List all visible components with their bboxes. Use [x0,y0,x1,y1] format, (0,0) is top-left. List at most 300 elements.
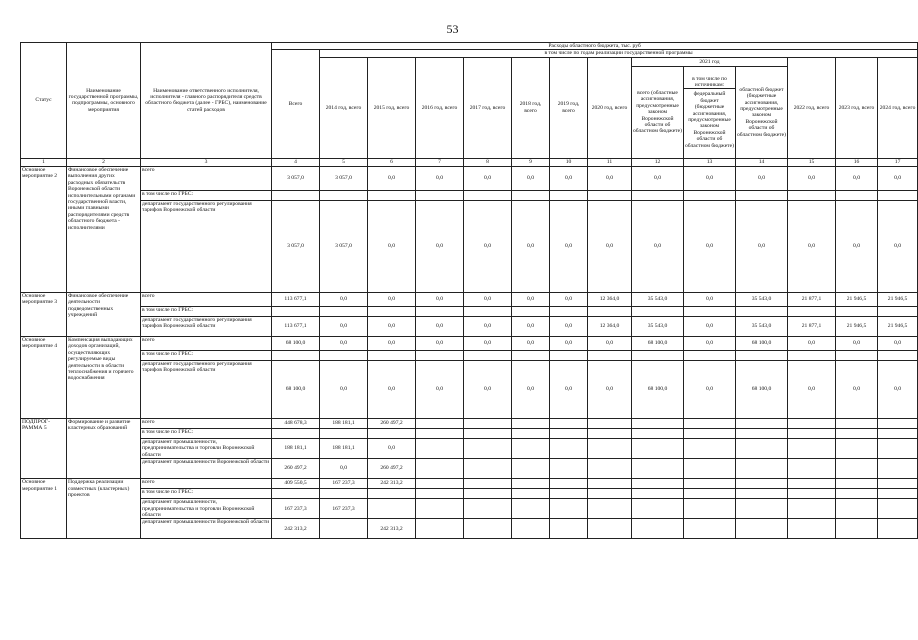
row-value [512,190,550,200]
row-value: 0,0 [320,459,368,479]
row-value: 0,0 [550,360,588,418]
row-value [736,479,788,489]
row-value: 242 313,2 [272,519,320,539]
row-value [416,350,464,360]
header-2019: 2019 год, всего [550,57,588,158]
column-number: 6 [368,158,416,166]
row-value: 0,0 [512,316,550,336]
row-value: 0,0 [788,360,836,418]
row-value [736,489,788,499]
row-value [878,428,918,438]
row-value [788,428,836,438]
row-value: 0,0 [368,336,416,350]
row-value: 68 100,0 [632,360,684,418]
row-value: 260 497,2 [368,459,416,479]
row-value [320,350,368,360]
row-value: 0,0 [464,360,512,418]
row-executor-label: департамент промышленности, предпринимательства и торговли Воронежской области [141,438,272,458]
page-number: 53 [446,22,459,36]
row-value [368,306,416,316]
header-status: Статус [21,43,67,159]
row-executor-label: всего [141,479,272,489]
row-value [512,350,550,360]
row-value [320,306,368,316]
row-value [550,519,588,539]
row-value [836,479,878,489]
row-value: 167 237,3 [320,479,368,489]
header-2018: 2018 год, всего [512,57,550,158]
header-program-name: Наименование государственной программы, подпрограммы, основного мероприятия [67,43,141,159]
row-value: 0,0 [588,360,632,418]
row-value: 242 313,2 [368,519,416,539]
row-value: 3 057,0 [272,200,320,292]
row-value [684,190,736,200]
row-value [736,418,788,428]
row-value [588,190,632,200]
row-value [588,519,632,539]
row-value: 448 678,3 [272,418,320,428]
row-value [588,438,632,458]
row-program-name: Финансовое обеспечение деятельности подведомственных учреждений [67,292,141,336]
row-value [632,499,684,519]
row-value [878,350,918,360]
row-value [736,306,788,316]
row-value [836,418,878,428]
row-value [836,190,878,200]
row-value [416,519,464,539]
column-numbers-row [21,158,918,166]
row-value [788,306,836,316]
row-value [878,499,918,519]
row-value [512,306,550,316]
table-row [21,336,918,350]
row-value: 0,0 [416,336,464,350]
row-value: 0,0 [512,292,550,306]
row-value [684,350,736,360]
row-value [632,350,684,360]
row-value [836,350,878,360]
row-value: 0,0 [736,166,788,190]
row-value [788,489,836,499]
row-value [550,459,588,479]
column-number: 9 [512,158,550,166]
row-value: 0,0 [878,166,918,190]
column-number: 1 [21,158,67,166]
row-value: 21 877,1 [788,316,836,336]
row-value [788,459,836,479]
row-program-name: Поддержка реализации совместных (кластерных) проектов [67,479,141,539]
row-value [272,350,320,360]
row-value: 188 181,1 [272,438,320,458]
row-value [632,190,684,200]
table-row [21,360,918,418]
column-number: 17 [878,158,918,166]
table-row [21,418,918,428]
table-row [21,166,918,190]
row-value: 242 313,2 [368,479,416,489]
row-value [836,428,878,438]
header-2020: 2020 год, всего [588,57,632,158]
row-value [632,438,684,458]
row-value: 0,0 [588,336,632,350]
row-value: 260 497,2 [272,459,320,479]
row-value: 167 237,3 [320,499,368,519]
row-value: 0,0 [416,292,464,306]
row-value: 0,0 [684,166,736,190]
row-value [464,489,512,499]
table-row [21,519,918,539]
row-value [836,519,878,539]
row-value [788,190,836,200]
row-value [588,499,632,519]
row-value: 0,0 [416,316,464,336]
column-number: 7 [416,158,464,166]
column-number: 13 [684,158,736,166]
row-value: 0,0 [684,292,736,306]
budget-table [20,42,918,539]
row-value [736,350,788,360]
column-number: 15 [788,158,836,166]
row-value: 12 364,0 [588,292,632,306]
row-value: 0,0 [550,200,588,292]
header-executor: Наименование ответственного исполнителя, исполнителя - главного распорядителя средств областного бюджета (далее - ГРБС), наименование статей расходов [141,43,272,159]
row-value [550,479,588,489]
row-value: 0,0 [512,166,550,190]
row-value: 260 497,2 [368,418,416,428]
row-value: 0,0 [788,200,836,292]
row-value [736,428,788,438]
row-value [416,459,464,479]
row-value: 0,0 [464,336,512,350]
table-row [21,489,918,499]
row-value [550,438,588,458]
row-value [736,190,788,200]
row-value [588,459,632,479]
row-value: 21 946,5 [836,292,878,306]
row-executor-label: в том числе по ГРБС: [141,489,272,499]
row-value: 0,0 [368,292,416,306]
row-value [368,489,416,499]
row-executor-label: в том числе по ГРБС: [141,306,272,316]
column-number: 12 [632,158,684,166]
row-value: 0,0 [836,336,878,350]
row-value: 0,0 [836,200,878,292]
row-value: 68 100,0 [632,336,684,350]
row-value [512,459,550,479]
row-value: 0,0 [512,200,550,292]
row-value: 0,0 [588,166,632,190]
row-value [684,306,736,316]
row-value: 3 057,0 [272,166,320,190]
header-2022: 2022 год, всего [788,57,836,158]
row-executor-label: в том числе по ГРБС: [141,428,272,438]
row-value [588,428,632,438]
header-regional: областной бюджет (бюджетные ассигнования, предусмотренные законом Воронежской области об областном бюджете) [736,66,788,158]
row-value [464,306,512,316]
header-2015: 2015 год, всего [368,57,416,158]
row-executor-label: департамент государственного регулирования тарифов Воронежской области [141,200,272,292]
row-value [788,479,836,489]
row-value: 21 946,5 [878,316,918,336]
row-value [684,489,736,499]
row-value [464,459,512,479]
row-value [878,438,918,458]
row-value [878,418,918,428]
table-row [21,190,918,200]
row-value [512,489,550,499]
table-row [21,316,918,336]
row-value [512,418,550,428]
row-value: 0,0 [836,166,878,190]
row-value [632,519,684,539]
table-row [21,499,918,519]
row-value [368,350,416,360]
row-value [736,459,788,479]
row-value: 0,0 [550,292,588,306]
row-value: 0,0 [684,336,736,350]
row-executor-label: всего [141,336,272,350]
row-value [416,499,464,519]
row-value: 35 543,0 [736,316,788,336]
column-number: 14 [736,158,788,166]
row-value: 21 877,1 [788,292,836,306]
column-number: 11 [588,158,632,166]
row-value [878,489,918,499]
row-value: 0,0 [320,360,368,418]
row-value [684,479,736,489]
row-value [368,499,416,519]
row-status: Основное мероприятие 3 [21,292,67,336]
row-value [464,438,512,458]
row-value: 0,0 [684,200,736,292]
row-value: 0,0 [464,200,512,292]
row-value: 0,0 [368,316,416,336]
row-value: 21 946,5 [878,292,918,306]
row-executor-label: всего [141,418,272,428]
table-row [21,459,918,479]
row-value [788,438,836,458]
row-value: 0,0 [550,316,588,336]
row-value [464,499,512,519]
row-value: 3 057,0 [320,200,368,292]
column-number: 16 [836,158,878,166]
row-value [368,190,416,200]
row-value: 167 237,3 [272,499,320,519]
row-value [512,499,550,519]
row-executor-label: департамент промышленности Воронежской области [141,459,272,479]
row-value: 188 181,1 [320,438,368,458]
row-value: 0,0 [788,336,836,350]
row-value: 0,0 [464,292,512,306]
row-program-name: Компенсация выпадающих доходов организаций, осуществляющих регулируемые виды деятельности в области теплоснабжения и горячего водоснабжения [67,336,141,418]
row-value [550,428,588,438]
row-value [588,479,632,489]
header-2014: 2014 год, всего [320,57,368,158]
table-row [21,292,918,306]
row-value: 0,0 [464,316,512,336]
row-status: ПОДПРОГ-РАММА 5 [21,418,67,478]
row-value: 0,0 [320,316,368,336]
row-value: 35 543,0 [736,292,788,306]
row-value [512,428,550,438]
row-value: 0,0 [368,166,416,190]
row-program-name: Формирование и развитие кластерных образований [67,418,141,478]
row-value [632,418,684,428]
row-value: 0,0 [588,200,632,292]
row-value: 0,0 [878,200,918,292]
row-value: 0,0 [368,200,416,292]
row-value: 35 543,0 [632,316,684,336]
row-value [588,350,632,360]
table-row [21,306,918,316]
row-executor-label: всего [141,166,272,190]
row-value [416,489,464,499]
row-value: 188 181,1 [320,418,368,428]
row-value [632,428,684,438]
row-value [464,190,512,200]
row-value: 68 100,0 [736,360,788,418]
row-value [736,438,788,458]
row-status: Основное мероприятие 2 [21,166,67,292]
row-value [878,479,918,489]
row-value: 68 100,0 [272,360,320,418]
table-row [21,428,918,438]
row-executor-label: департамент государственного регулирования тарифов Воронежской области [141,316,272,336]
row-value [788,519,836,539]
row-value [416,418,464,428]
row-program-name: Финансовое обеспечение выполнения других расходных обязательств Воронежской области исполнительными органами государственной власти, иными главными распорядителями средств областного бюджета - исполнителями [67,166,141,292]
row-value [464,418,512,428]
row-status: Основное мероприятие 4 [21,336,67,418]
row-value: 0,0 [320,336,368,350]
row-value [684,428,736,438]
row-value [464,350,512,360]
row-value [550,499,588,519]
row-value [736,519,788,539]
column-number: 4 [272,158,320,166]
row-value [684,519,736,539]
table-row [21,350,918,360]
row-value: 12 364,0 [588,316,632,336]
row-value: 0,0 [836,360,878,418]
row-value [736,499,788,519]
row-value [272,190,320,200]
row-value [416,479,464,489]
row-value [550,489,588,499]
row-value: 21 946,5 [836,316,878,336]
row-value: 0,0 [878,336,918,350]
header-federal-text: федеральный бюджет (бюджетные ассигнования, предусмотренные законом Воронежской области об областном бюджете) [685,91,734,149]
row-value [416,306,464,316]
row-value [320,428,368,438]
row-value: 0,0 [368,438,416,458]
row-value: 0,0 [878,360,918,418]
header-expenses-title: Расходы областного бюджета, тыс. руб [272,43,918,50]
header-2024: 2024 год, всего [878,57,918,158]
row-value [878,519,918,539]
header-years-caption: в том числе по годам реализации государственной программы [320,50,918,57]
row-value: 0,0 [464,166,512,190]
row-value: 3 057,0 [320,166,368,190]
header-federal [684,66,736,158]
row-value [320,190,368,200]
row-value [878,459,918,479]
row-value: 0,0 [632,200,684,292]
table-row [21,200,918,292]
row-value [588,306,632,316]
row-value [320,519,368,539]
row-value: 68 100,0 [736,336,788,350]
row-value: 0,0 [550,166,588,190]
row-value: 0,0 [550,336,588,350]
row-value [588,489,632,499]
row-value [836,438,878,458]
row-value: 0,0 [320,292,368,306]
row-value [550,306,588,316]
row-executor-label: департамент промышленности, предпринимательства и торговли Воронежской области [141,499,272,519]
row-value: 0,0 [416,200,464,292]
row-value [368,428,416,438]
row-value: 113 677,1 [272,316,320,336]
row-value [512,438,550,458]
row-value: 0,0 [684,316,736,336]
row-value [464,479,512,489]
header-2021-total: всего (областные ассигнования, предусмотренные законом Воронежской области об областном бюджете) [632,66,684,158]
row-value [272,489,320,499]
row-value: 0,0 [736,200,788,292]
row-value [550,190,588,200]
row-value [836,499,878,519]
row-value [512,479,550,489]
row-executor-label: департамент государственного регулирования тарифов Воронежской области [141,360,272,418]
column-number: 2 [67,158,141,166]
row-value [272,428,320,438]
row-value [788,350,836,360]
row-value [632,306,684,316]
header-2017: 2017 год, всего [464,57,512,158]
row-value [632,459,684,479]
row-value: 0,0 [512,360,550,418]
row-value [836,459,878,479]
row-value [836,306,878,316]
row-value [464,428,512,438]
row-value [684,418,736,428]
row-value: 0,0 [368,360,416,418]
column-number: 10 [550,158,588,166]
row-value [272,306,320,316]
row-value [684,438,736,458]
row-value: 68 100,0 [272,336,320,350]
column-number: 5 [320,158,368,166]
row-value: 0,0 [788,166,836,190]
row-value: 0,0 [416,360,464,418]
row-value: 409 550,5 [272,479,320,489]
row-value [512,519,550,539]
row-value [550,418,588,428]
row-value [632,479,684,489]
row-value [684,459,736,479]
table-row [21,479,918,489]
row-value [878,306,918,316]
row-value: 0,0 [684,360,736,418]
row-value [320,489,368,499]
row-value [788,499,836,519]
row-executor-label: в том числе по ГРБС: [141,350,272,360]
row-value [836,489,878,499]
header-2023: 2023 год, всего [836,57,878,158]
header-total: Всего [272,50,320,158]
row-value: 0,0 [512,336,550,350]
